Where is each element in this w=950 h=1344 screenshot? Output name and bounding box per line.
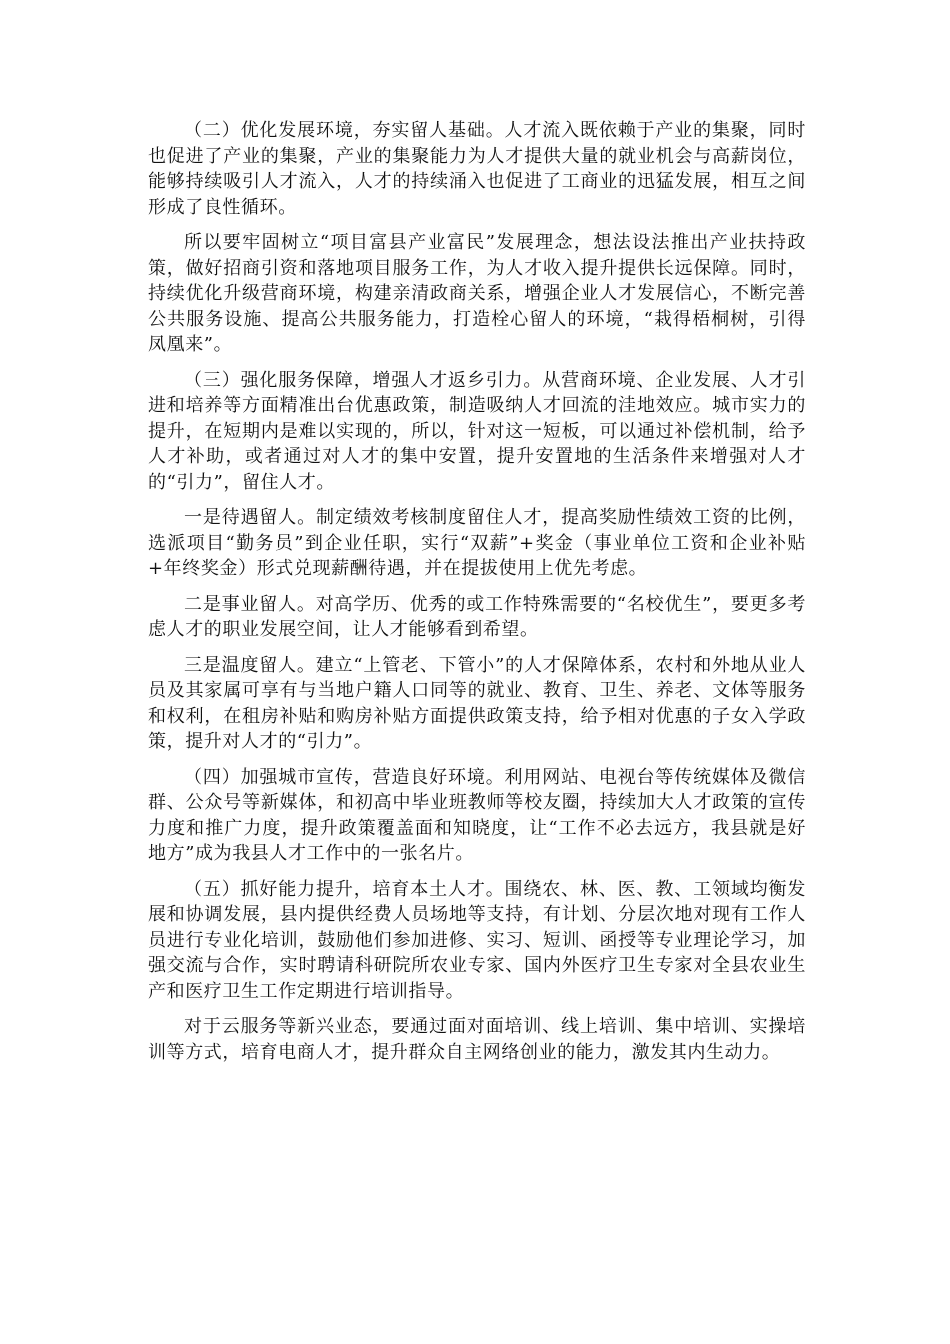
paragraph-section-4: （四）加强城市宣传，营造良好环境。利用网站、电视台等传统媒体及微信群、公众号等新媒体，和初高中毕业班教师等校友圈，持续加大人才政策的宣传力度和推广力度，提升政策覆盖面和知晓度，让“工作不必去远方，我县就是好地方”成为我县人才工作中的一张名片。 — [148, 766, 806, 864]
paragraph-warmth-retention: 三是温度留人。建立“上管老、下管小”的人才保障体系，农村和外地从业人员及其家属可享有与当地户籍人口同等的就业、教育、卫生、养老、文体等服务和权利，在租房补贴和购房补贴方面提供政策支持，给予相对优惠的子女入学政策，提升对人才的“引力”。 — [148, 654, 806, 752]
paragraph-cloud-services: 对于云服务等新兴业态，要通过面对面培训、线上培训、集中培训、实操培训等方式，培育电商人才，提升群众自主网络创业的能力，激发其内生动力。 — [148, 1016, 806, 1063]
document-body — [148, 118, 806, 1075]
paragraph-section-2: （二）优化发展环境，夯实留人基础。人才流入既依赖于产业的集聚，同时也促进了产业的集聚，产业的集聚能力为人才提供大量的就业机会与高薪岗位，能够持续吸引人才流入，人才的持续涌入也促进了工商业的迅猛发展，相互之间形成了良性循环。 — [148, 120, 806, 218]
paragraph-treatment-retention: 一是待遇留人。制定绩效考核制度留住人才，提高奖励性绩效工资的比例，选派项目“勤务员”到企业任职，实行“双薪”+奖金（事业单位工资和企业补贴+年终奖金）形式兑现薪酬待遇，并在提拔使用上优先考虑。 — [148, 507, 806, 579]
paragraph-career-retention: 二是事业留人。对高学历、优秀的或工作特殊需要的“名校优生”，要更多考虑人才的职业发展空间，让人才能够看到希望。 — [148, 593, 806, 640]
paragraph-industry-policy: 所以要牢固树立“项目富县产业富民”发展理念，想法设法推出产业扶持政策，做好招商引资和落地项目服务工作，为人才收入提升提供长远保障。同时，持续优化升级营商环境，构建亲清政商关系，增强企业人才发展信心，不断完善公共服务设施、提高公共服务能力，打造栓心留人的环境，“栽得梧桐树，引得凤凰来”。 — [148, 232, 806, 355]
paragraph-section-3: （三）强化服务保障，增强人才返乡引力。从营商环境、企业发展、人才引进和培养等方面精准出台优惠政策，制造吸纳人才回流的洼地效应。城市实力的提升，在短期内是难以实现的，所以，针对这一短板，可以通过补偿机制，给予人才补助，或者通过对人才的集中安置，提升安置地的生活条件来增强对人才的“引力”，留住人才。 — [148, 369, 806, 493]
paragraph-section-5: （五）抓好能力提升，培育本土人才。围绕农、林、医、教、工领域均衡发展和协调发展，县内提供经费人员场地等支持，有计划、分层次地对现有工作人员进行专业化培训，鼓励他们参加进修、实习、短训、函授等专业理论学习，加强交流与合作，实时聘请科研院所农业专家、国内外医疗卫生专家对全县农业生产和医疗卫生工作定期进行培训指导。 — [148, 878, 806, 1002]
